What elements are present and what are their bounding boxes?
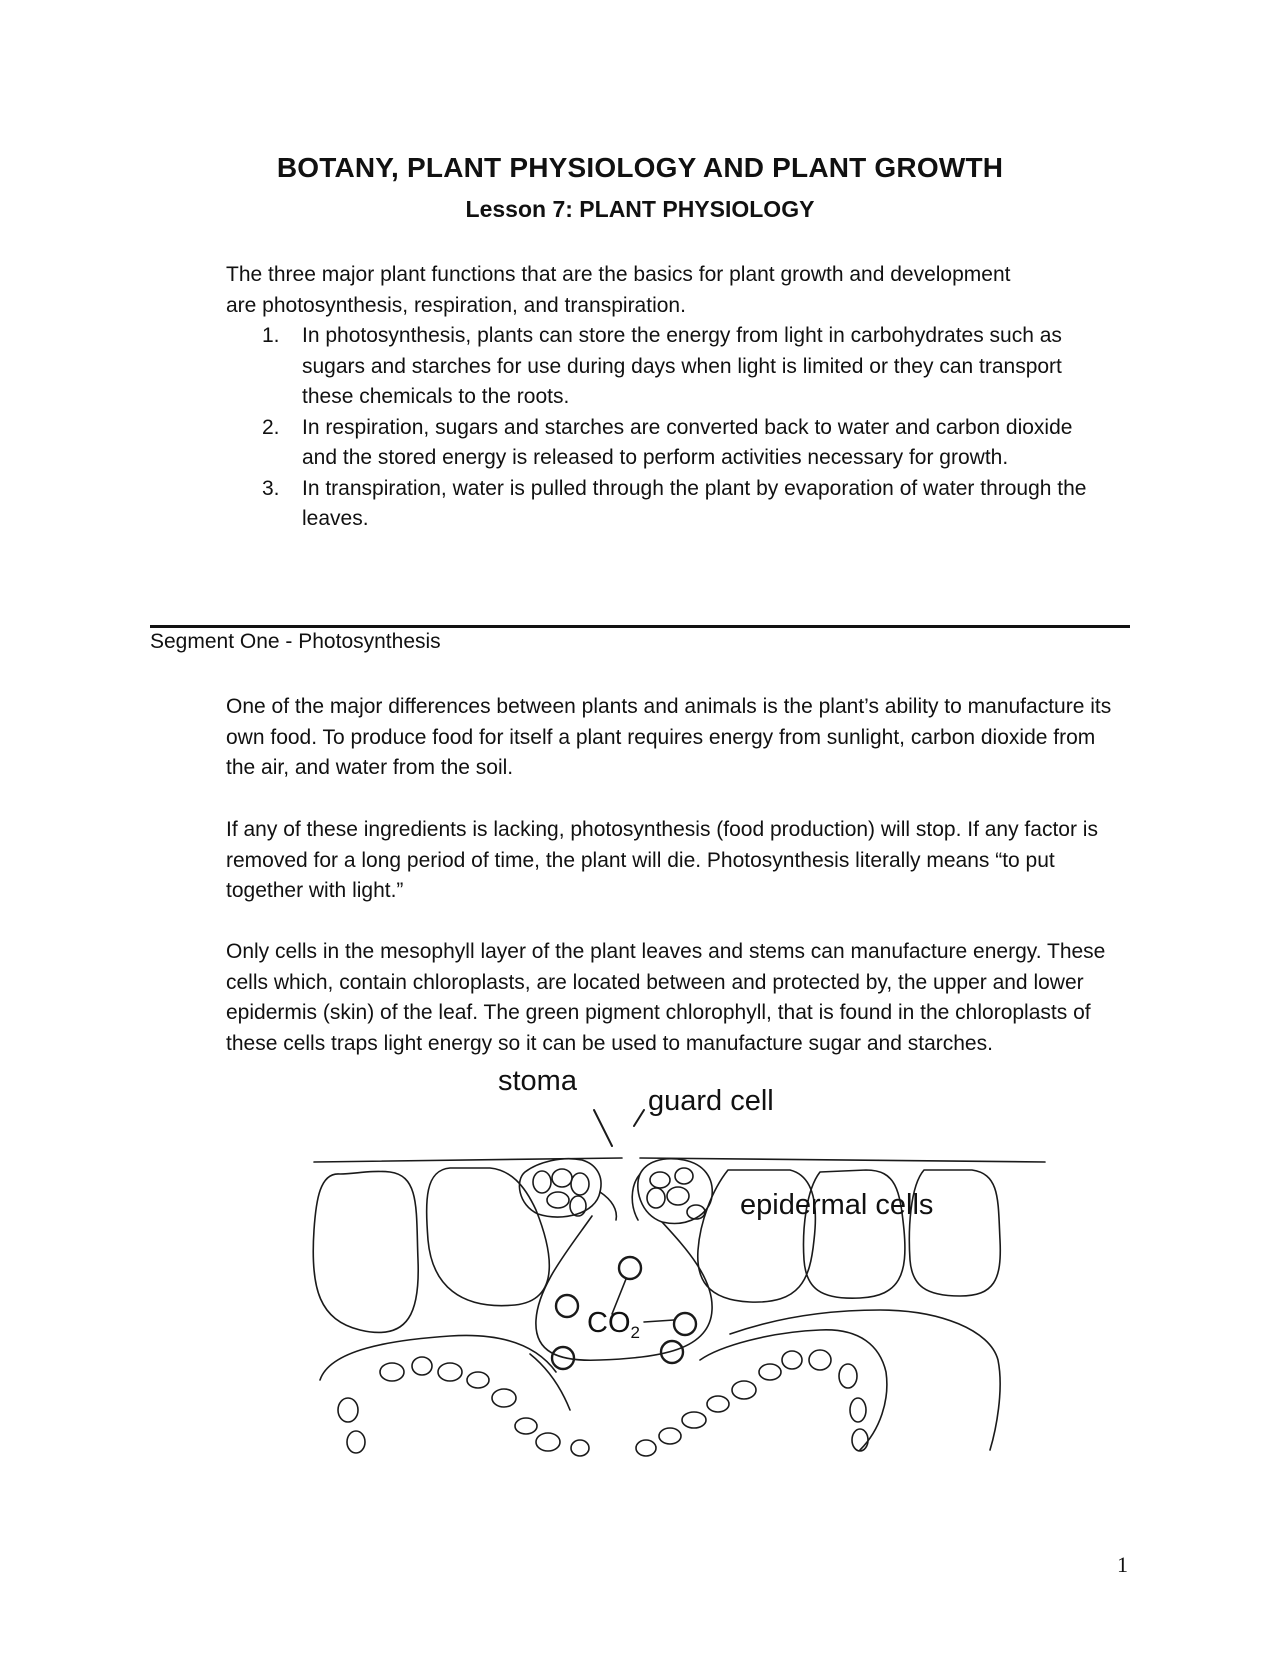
chloroplast: [552, 1169, 572, 1187]
co2-molecule: [556, 1295, 578, 1317]
list-item: [226, 413, 1106, 474]
chloroplast: [338, 1398, 358, 1422]
chloroplast: [809, 1350, 831, 1370]
label-co2-text: CO: [587, 1307, 631, 1339]
epidermal-cell: [313, 1171, 418, 1332]
co2-molecule: [674, 1313, 696, 1335]
chloroplast: [682, 1412, 706, 1428]
stoma-pore-edge: [600, 1192, 616, 1220]
chloroplast: [650, 1172, 670, 1188]
co2-molecule: [619, 1257, 641, 1279]
lesson-subtitle: Lesson 7: PLANT PHYSIOLOGY: [465, 196, 815, 222]
label-co2: [587, 1307, 640, 1342]
chloroplast: [707, 1396, 729, 1412]
chloroplast: [380, 1363, 404, 1381]
list-item-number: 1.: [262, 324, 280, 347]
plant-functions-list: [226, 321, 1106, 535]
list-item-text: In respiration, sugars and starches are converted back to water and carbon dioxide and the stored energy is released to perform activities necessary for growth.: [302, 415, 1073, 469]
chloroplast: [347, 1431, 365, 1453]
chloroplast: [571, 1440, 589, 1456]
chloroplast: [492, 1389, 516, 1407]
chloroplast: [533, 1171, 551, 1193]
stoma-diagram: [300, 1065, 1060, 1470]
guard-cell-pointer: [634, 1110, 644, 1126]
chloroplast: [782, 1351, 802, 1369]
chloroplast: [852, 1429, 868, 1451]
mesophyll-cell: [530, 1354, 570, 1410]
list-item-number: 3.: [262, 476, 280, 500]
upper-epidermis-line-right: [640, 1158, 1045, 1162]
paragraph-food-manufacture: One of the major differences between plants and animals is the plant’s ability to manufacture its own food. To produce food for itself a plant requires energy from sunlight, carbon dioxide from the air, and water from the soil.: [226, 695, 1112, 779]
intro-paragraph: [226, 260, 1106, 321]
chloroplast: [547, 1192, 569, 1208]
list-item-text: In photosynthesis, plants can store the energy from light in carbohydrates such as sugars and starches for use during days when light is limited or they can transport these chemicals to the roots.: [302, 324, 1062, 408]
chloroplast: [675, 1168, 693, 1184]
chloroplast: [839, 1364, 857, 1388]
segment-heading: Segment One - Photosynthesis: [150, 630, 441, 653]
intro-line-1: The three major plant functions that are the basics for plant growth and development: [226, 263, 1011, 286]
paragraph-ingredients: If any of these ingredients is lacking, photosynthesis (food production) will stop. If any factor is removed for a long period of time, the plant will die. Photosynthesis literally means “to put together with light.”: [226, 818, 1098, 902]
chloroplast: [647, 1188, 665, 1208]
label-guard-cell: guard cell: [648, 1085, 774, 1117]
chloroplast: [667, 1187, 689, 1205]
chloroplast: [732, 1381, 756, 1399]
chloroplast: [467, 1372, 489, 1388]
chloroplast: [571, 1173, 589, 1195]
page-number: 1: [1117, 1552, 1128, 1577]
co2-molecule: [661, 1341, 683, 1363]
co2-connector: [644, 1320, 674, 1322]
label-stoma: stoma: [498, 1065, 577, 1097]
chloroplast: [438, 1363, 462, 1381]
chloroplast: [412, 1357, 432, 1375]
chloroplast: [759, 1364, 781, 1380]
document-title: BOTANY, PLANT PHYSIOLOGY AND PLANT GROWTH: [276, 152, 1004, 183]
paragraph-mesophyll: Only cells in the mesophyll layer of the plant leaves and stems can manufacture energy. These cells which, contain chloroplasts, are located between and protected by, the upper and lower epidermis (skin) of the leaf. The green pigment chlorophyll, that is found in the chloroplasts of these cells traps light energy so it can be used to manufacture sugar and starches.: [226, 940, 1106, 1055]
label-epidermal-cells: epidermal cells: [740, 1189, 934, 1221]
mesophyll-cell: [700, 1330, 887, 1450]
chloroplast: [515, 1418, 537, 1434]
chloroplast: [636, 1440, 656, 1456]
chloroplast: [659, 1428, 681, 1444]
list-item-text: In transpiration, water is pulled through the plant by evaporation of water through the leaves.: [302, 476, 1087, 530]
intro-line-2: are photosynthesis, respiration, and transpiration.: [226, 293, 686, 317]
list-item-number: 2.: [262, 415, 280, 439]
list-item: [226, 474, 1106, 535]
chloroplast: [687, 1205, 705, 1219]
label-co2-subscript: 2: [630, 1323, 640, 1342]
section-divider: [150, 625, 1130, 628]
stoma-pointer: [594, 1110, 612, 1146]
list-item: [226, 321, 1106, 413]
epidermal-cell: [427, 1168, 550, 1306]
chloroplast: [850, 1398, 866, 1422]
chloroplast: [536, 1433, 560, 1451]
